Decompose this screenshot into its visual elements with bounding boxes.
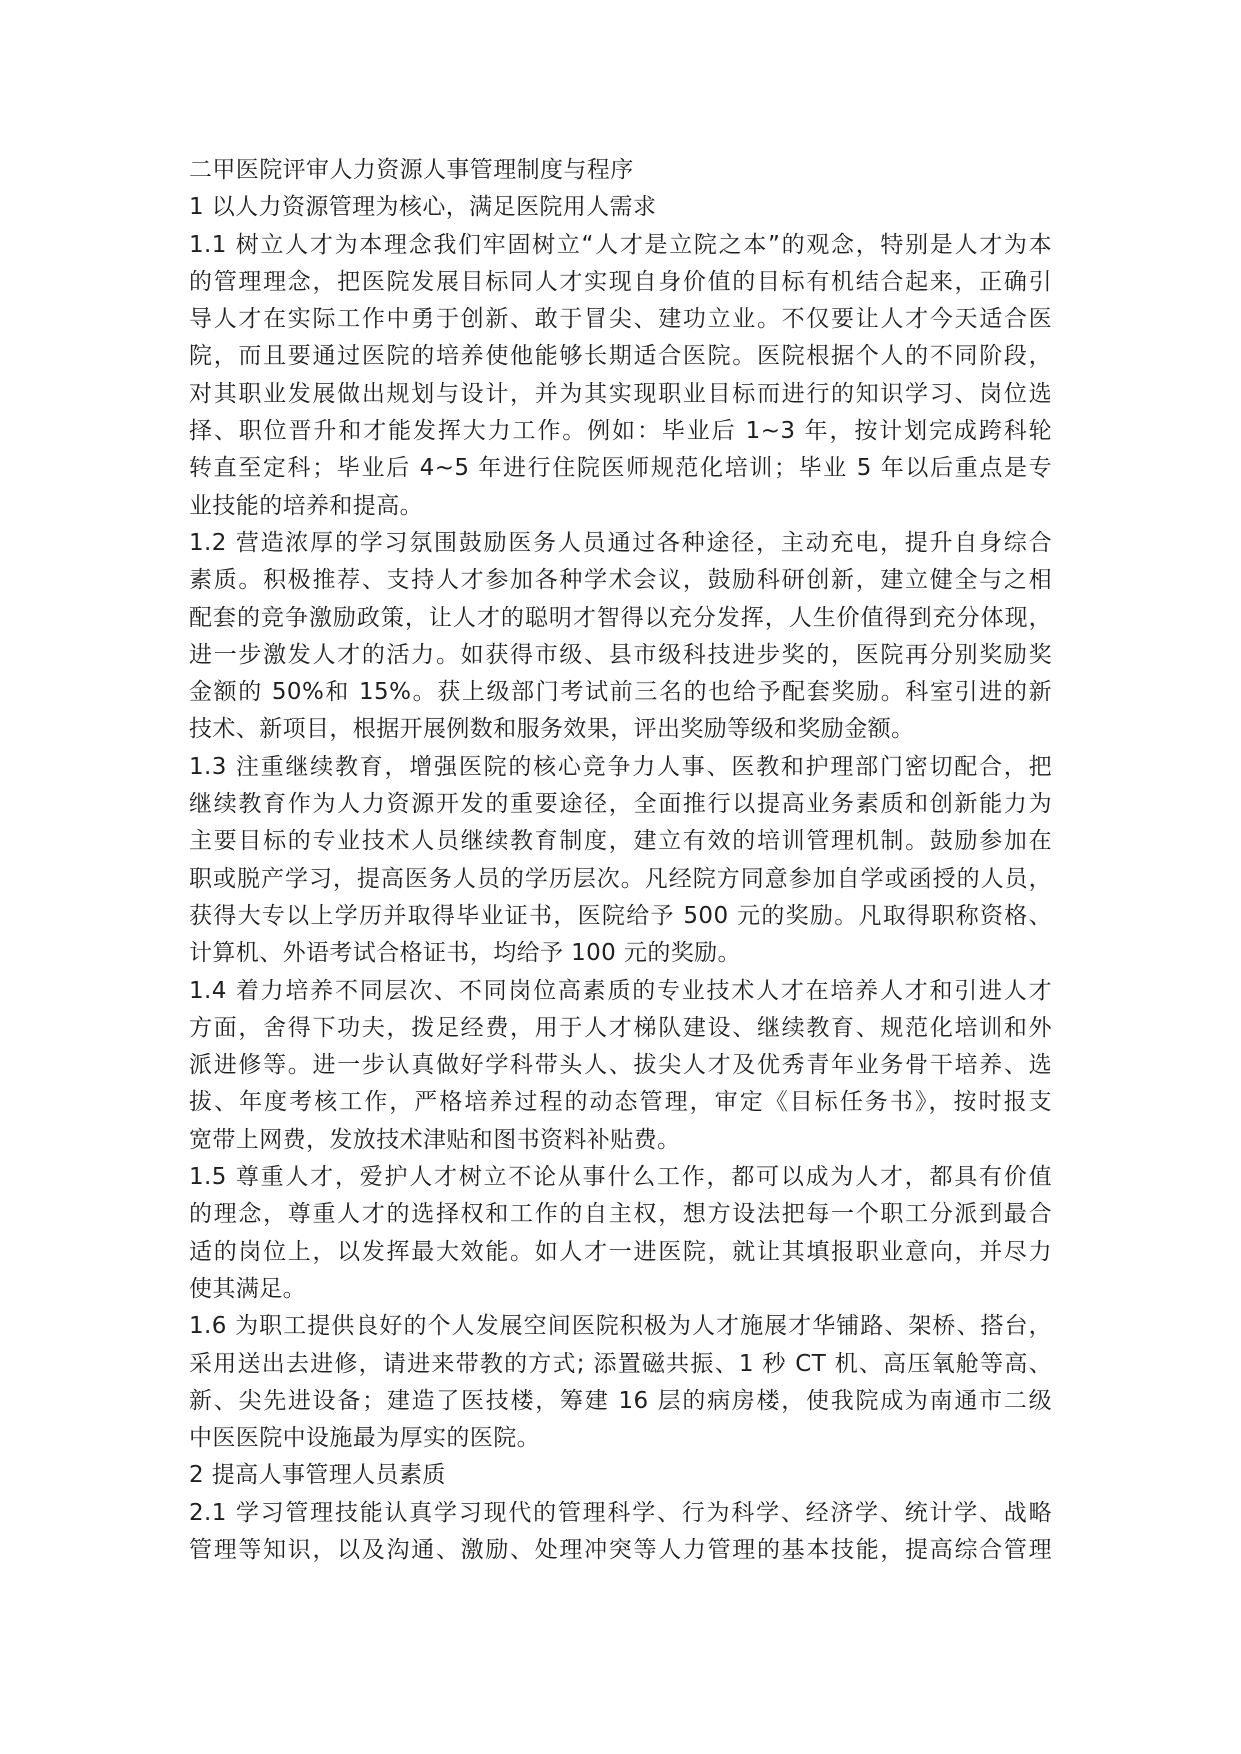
paragraph-line: 金额的 50%和 15%。获上级部门考试前三名的也给予配套奖励。科室引进的新 — [189, 679, 1052, 706]
section-heading-1: 1 以人力资源管理为核心，满足医院用人需求 — [189, 194, 657, 221]
paragraph-line: 2.1 学习管理技能认真学习现代的管理科学、行为科学、经济学、统计学、战略 — [189, 1499, 1052, 1526]
paragraph-line: 业技能的培养和提高。 — [189, 492, 423, 519]
paragraph-line: 配套的竞争激励政策，让人才的聪明才智得以充分发挥，人生价值得到充分体现， — [189, 604, 1052, 631]
paragraph-line: 1.3 注重继续教育，增强医院的核心竞争力人事、医教和护理部门密切配合，把 — [189, 753, 1052, 780]
paragraph-line: 采用送出去进修，请进来带教的方式; 添置磁共振、1 秒 CT 机、高压氧舱等高、 — [189, 1350, 1052, 1377]
paragraph-line: 的理念，尊重人才的选择权和工作的自主权，想方设法把每一个职工分派到最合 — [189, 1201, 1052, 1228]
paragraph-line: 中医医院中设施最为厚实的医院。 — [189, 1425, 540, 1452]
paragraph-line: 获得大专以上学历并取得毕业证书，医院给予 500 元的奖励。凡取得职称资格、 — [189, 902, 1052, 929]
paragraph-line: 1.2 营造浓厚的学习氛围鼓励医务人员通过各种途径，主动充电，提升自身综合 — [189, 529, 1052, 556]
paragraph-line: 院，而且要通过医院的培养使他能够长期适合医院。医院根据个人的不同阶段， — [189, 343, 1052, 370]
paragraph-line: 进一步激发人才的活力。如获得市级、县市级科技进步奖的，医院再分别奖励奖 — [189, 641, 1052, 668]
paragraph-line: 1.6 为职工提供良好的个人发展空间医院积极为人才施展才华铺路、架桥、搭台， — [189, 1313, 1052, 1340]
paragraph-line: 使其满足。 — [189, 1275, 306, 1302]
paragraph-line: 素质。积极推荐、支持人才参加各种学术会议，鼓励科研创新，建立健全与之相 — [189, 567, 1052, 594]
paragraph-line: 的管理理念，把医院发展目标同人才实现自身价值的目标有机结合起来，正确引 — [189, 268, 1052, 295]
document-body — [189, 152, 1052, 1569]
paragraph-line: 主要目标的专业技术人员继续教育制度，建立有效的培训管理机制。鼓励参加在 — [189, 828, 1052, 855]
paragraph-line: 计算机、外语考试合格证书，均给予 100 元的奖励。 — [189, 940, 741, 967]
paragraph-line: 派进修等。进一步认真做好学科带头人、拔尖人才及优秀青年业务骨干培养、选 — [189, 1052, 1052, 1079]
paragraph-line: 职或脱产学习，提高医务人员的学历层次。凡经院方同意参加自学或函授的人员， — [189, 865, 1052, 892]
paragraph-line: 技术、新项目，根据开展例数和服务效果，评出奖励等级和奖励金额。 — [189, 716, 915, 743]
paragraph-line: 拔、年度考核工作，严格培养过程的动态管理，审定《目标任务书》，按时报支 — [189, 1089, 1052, 1116]
paragraph-line: 1.1 树立人才为本理念我们牢固树立“人才是立院之本”的观念，特别是人才为本 — [189, 231, 1052, 258]
paragraph-line: 择、职位晋升和才能发挥大力工作。例如：毕业后 1~3 年，按计划完成跨科轮 — [189, 418, 1052, 445]
paragraph-line: 导人才在实际工作中勇于创新、敢于冒尖、建功立业。不仅要让人才今天适合医 — [189, 306, 1052, 333]
section-heading-2: 2 提高人事管理人员素质 — [189, 1462, 446, 1489]
paragraph-line: 管理等知识，以及沟通、激励、处理冲突等人力管理的基本技能，提高综合管理 — [189, 1536, 1052, 1563]
paragraph-line: 转直至定科；毕业后 4~5 年进行住院医师规范化培训；毕业 5 年以后重点是专 — [189, 455, 1052, 482]
paragraph-line: 1.4 着力培养不同层次、不同岗位高素质的专业技术人才在培养人才和引进人才 — [189, 977, 1052, 1004]
paragraph-line: 宽带上网费，发放技术津贴和图书资料补贴费。 — [189, 1126, 681, 1153]
paragraph-line: 方面，舍得下功夫，拨足经费，用于人才梯队建设、继续教育、规范化培训和外 — [189, 1014, 1052, 1041]
paragraph-line: 对其职业发展做出规划与设计，并为其实现职业目标而进行的知识学习、岗位选 — [189, 380, 1052, 407]
paragraph-line: 适的岗位上，以发挥最大效能。如人才一进医院，就让其填报职业意向，并尽力 — [189, 1238, 1052, 1265]
paragraph-line: 继续教育作为人力资源开发的重要途径，全面推行以提高业务素质和创新能力为 — [189, 791, 1052, 818]
document-title: 二甲医院评审人力资源人事管理制度与程序 — [189, 157, 634, 183]
paragraph-line: 1.5 尊重人才，爱护人才树立不论从事什么工作，都可以成为人才，都具有价值 — [189, 1164, 1052, 1191]
paragraph-line: 新、尖先进设备；建造了医技楼，筹建 16 层的病房楼，使我院成为南通市二级 — [189, 1387, 1052, 1414]
